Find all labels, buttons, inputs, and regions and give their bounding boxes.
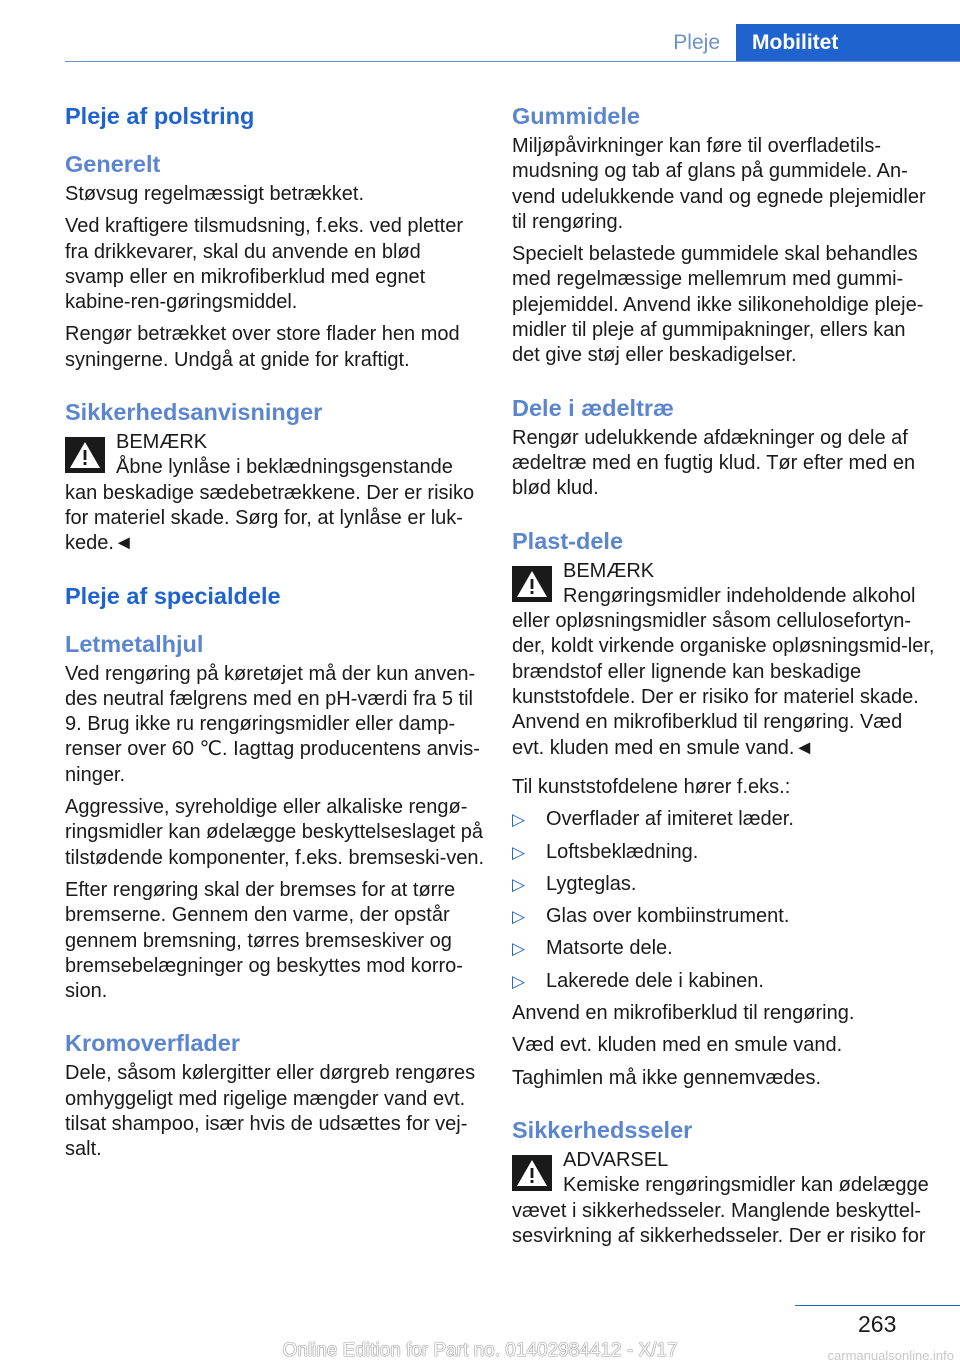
heading-plast-dele: Plast-dele	[512, 527, 624, 554]
warning-text: Kemiske rengøringsmidler kan ødelægge vævet i sikkerhedsseler. Manglende beskyttel-sesvirkning af sikkerhedsseler. Der er risiko for	[512, 1174, 929, 1247]
right-column	[512, 102, 938, 1256]
heading-letmetalhjul: Letmetalhjul	[65, 630, 204, 657]
paragraph: Efter rengøring skal der bremses for at tørre bremserne. Gennem den varme, der opstår gennem bremsning, tørres bremseskiver og bremsebelægninger og beskyttes mod korro-sion.	[65, 878, 463, 1003]
paragraph: Aggressive, syreholdige eller alkaliske rengø-ringsmidler kan ødelægge beskyttelseslaget på tilstødende komponenter, f.eks. bremseski-ven.	[65, 796, 485, 869]
plastic-parts-list	[512, 807, 938, 994]
list-item: ▷ Lakerede dele i kabinen.	[512, 969, 938, 994]
warning-box	[512, 559, 938, 761]
paragraph: Ved rengøring på køretøjet må der kun anven-des neutral fælgrens med en pH-værdi fra 5 til 9. Brug ikke ru rengøringsmidler eller damp-renser over 60 ℃. Iagttag producentens anvis-ninger.	[65, 662, 480, 786]
paragraph: Anvend en mikrofiberklud til rengøring.	[512, 1002, 855, 1025]
warning-label: BEMÆRK	[116, 431, 208, 454]
heading-sikkerhedsseler: Sikkerhedsseler	[512, 1116, 693, 1143]
heading-sikkerhedsanvisninger: Sikkerhedsanvisninger	[65, 399, 323, 426]
heading-pleje-af-polstring: Pleje af polstring	[65, 103, 255, 129]
heading-dele-i-aedeltrae: Dele i ædeltræ	[512, 394, 674, 421]
warning-text: Åbne lynlåse i beklædningsgenstande kan beskadige sædebetrækkene. Der er risiko for materiel skade. Sørg for, at lynlåse er luk-kede.◄	[65, 456, 475, 555]
paragraph: Rengør udelukkende afdækninger og dele af ædeltræ med en fugtig klud. Tør efter med en blød klud.	[512, 426, 916, 500]
warning-triangle-icon	[512, 1155, 552, 1191]
paragraph: Specielt belastede gummidele skal behandles med regelmæssige mellemrum med gummi-plejemiddel. Anvend ikke silikoneholdige pleje-midler til pleje af gummipakninger, ellers kan det give støj eller beskadigelser.	[512, 243, 924, 367]
heading-gummidele: Gummidele	[512, 103, 640, 129]
triangle-bullet-icon: ▷	[512, 907, 526, 927]
warning-triangle-icon	[512, 566, 552, 602]
tab-pleje[interactable]: Pleje	[673, 31, 720, 54]
footer-divider	[795, 1305, 960, 1306]
warning-text: Rengøringsmidler indeholdende alkohol eller opløsningsmidler såsom cellulosefortyn-der, koldt virkende organiske opløsningsmid-ler, brændstof eller lignende kan beskadige kunststofdele. Der er risiko for materiel skade. Anvend en mikrofiberklud til rengøring. Væd evt. kluden med en smule vand.◄	[512, 584, 935, 759]
triangle-bullet-icon: ▷	[512, 939, 526, 959]
heading-kromoverflader: Kromoverflader	[65, 1030, 240, 1057]
left-column	[65, 102, 485, 1170]
list-item: ▷ Lygteglas.	[512, 872, 938, 897]
page-number: 263	[858, 1311, 897, 1337]
paragraph: Rengør betrækket over store flader hen mod syningerne. Undgå at gnide for kraftigt.	[65, 323, 460, 371]
paragraph: Ved kraftigere tilsmudsning, f.eks. ved pletter fra drikkevarer, skal du anvende en blød svamp eller en mikrofiberklud med egnet kabine-ren-gøringsmiddel.	[65, 215, 463, 314]
warning-box	[512, 1148, 938, 1249]
edition-footer: Online Edition for Part no. 01402984412 - X/17	[282, 1340, 678, 1361]
paragraph: Dele, såsom kølergitter eller dørgreb rengøres omhyggeligt med rigelige mængder vand evt. tilsat shampoo, især hvis de udsættes for vej-salt.	[65, 1062, 476, 1161]
list-item: ▷ Overflader af imiteret læder.	[512, 807, 938, 832]
warning-label: ADVARSEL	[563, 1148, 669, 1171]
paragraph: Til kunststofdelene hører f.eks.:	[512, 775, 791, 798]
paragraph: Støvsug regelmæssigt betrækket.	[65, 183, 364, 205]
header-divider	[65, 61, 960, 62]
tab-mobilitet[interactable]: Mobilitet	[736, 24, 960, 62]
list-item: ▷ Glas over kombiinstrument.	[512, 904, 938, 929]
paragraph: Miljøpåvirkninger kan føre til overfladetils-mudsning og tab af glans på gummidele. An-vend udelukkende vand og egnede plejemidler til rengøring.	[512, 135, 926, 233]
paragraph: Væd evt. kluden med en smule vand.	[512, 1034, 843, 1057]
list-item: ▷ Loftsbeklædning.	[512, 840, 938, 865]
triangle-bullet-icon: ▷	[512, 874, 526, 894]
triangle-bullet-icon: ▷	[512, 842, 526, 862]
warning-label: BEMÆRK	[563, 559, 655, 582]
heading-generelt: Generelt	[65, 151, 161, 177]
warning-triangle-icon	[65, 437, 105, 473]
list-item: ▷ Matsorte dele.	[512, 936, 938, 961]
heading-pleje-af-specialdele: Pleje af specialdele	[65, 582, 281, 609]
warning-box	[65, 430, 485, 556]
header-tabs	[657, 24, 960, 62]
triangle-bullet-icon: ▷	[512, 971, 526, 991]
paragraph: Taghimlen må ikke gennemvædes.	[512, 1066, 822, 1089]
triangle-bullet-icon: ▷	[512, 810, 526, 830]
watermark: carmanualsonline.info	[827, 1348, 954, 1363]
